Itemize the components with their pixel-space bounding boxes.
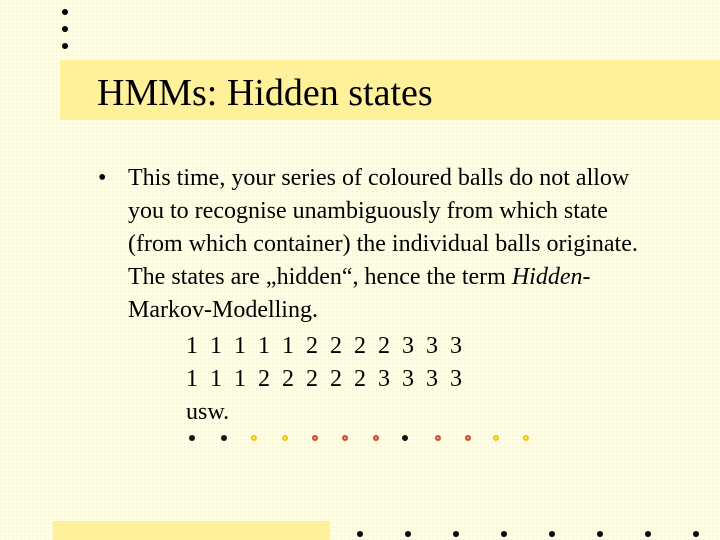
state-sequence-1: 1 1 1 1 1 2 2 2 2 3 3 3	[186, 333, 462, 359]
decorative-dot	[62, 9, 68, 15]
decorative-dot	[405, 531, 411, 537]
decorative-dot	[597, 531, 603, 537]
ball-red	[373, 435, 379, 441]
ball-black	[189, 435, 195, 441]
decorative-dot	[62, 26, 68, 32]
decorative-dot	[357, 531, 363, 537]
ball-yellow	[493, 435, 499, 441]
ball-black	[221, 435, 227, 441]
bullet-line: (from which container) the individual balls originate.	[128, 231, 638, 257]
ball-red	[435, 435, 441, 441]
ball-yellow	[523, 435, 529, 441]
state-sequence-2: 1 1 1 2 2 2 2 2 3 3 3 3	[186, 366, 462, 392]
ball-black	[402, 435, 408, 441]
ball-red	[342, 435, 348, 441]
decorative-dot	[62, 43, 68, 49]
bullet-marker: •	[98, 165, 107, 191]
bullet-line: you to recognise unambiguously from which state	[128, 198, 608, 224]
bullet-line	[128, 261, 720, 294]
bullet-line: This time, your series of coloured balls do not allow	[128, 165, 630, 191]
ball-red	[465, 435, 471, 441]
bullet-line-text: The states are „hidden“, hence the term	[128, 264, 512, 290]
etc-label: usw.	[186, 399, 230, 425]
decorative-dot	[453, 531, 459, 537]
italic-term: Hidden-	[511, 264, 591, 290]
ball-red	[312, 435, 318, 441]
ball-yellow	[251, 435, 257, 441]
bullet-line: Markov-Modelling.	[128, 297, 318, 323]
slide-title: HMMs: Hidden states	[97, 72, 433, 114]
ball-yellow	[282, 435, 288, 441]
decorative-dot	[549, 531, 555, 537]
decorative-dot	[645, 531, 651, 537]
bullet-text	[128, 162, 720, 327]
decorative-dot	[693, 531, 699, 537]
decorative-dot	[501, 531, 507, 537]
bottom-accent-bar	[53, 521, 330, 540]
